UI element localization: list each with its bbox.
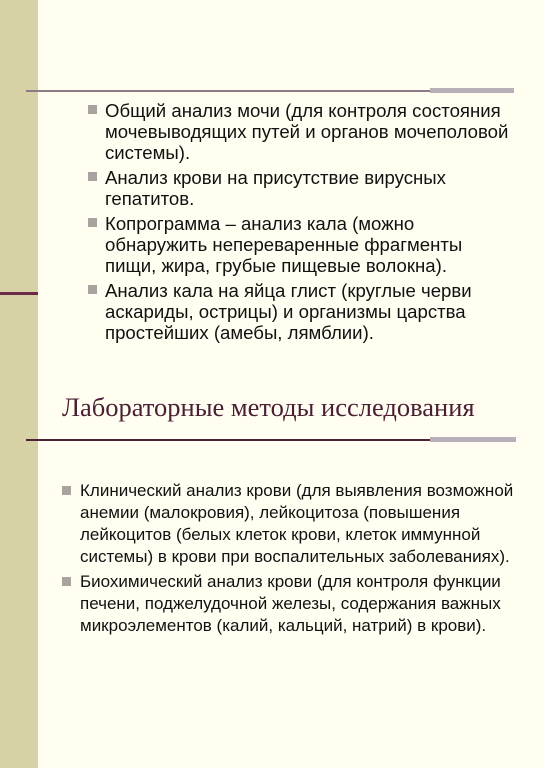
list-item bbox=[88, 100, 518, 163]
bullet-list-top bbox=[88, 100, 518, 347]
square-bullet-icon bbox=[88, 105, 97, 114]
list-item-text: Копрограмма – анализ кала (можно обнаружить непереваренные фрагменты пищи, жира, грубые пищевые волокна). bbox=[105, 213, 463, 276]
slide-top bbox=[0, 0, 543, 353]
slide-title: Лабораторные методы исследования bbox=[62, 392, 475, 422]
list-item bbox=[88, 280, 518, 343]
list-item bbox=[88, 167, 518, 209]
list-item-text: Анализ крови на присутствие вирусных гепатитов. bbox=[105, 167, 446, 209]
divider-accent-band bbox=[430, 88, 514, 93]
list-item-text: Клинический анализ крови (для выявления возможной анемии (малокровия), лейкоцитоза (повышения лейкоцитов (белых клеток крови, клеток иммунной системы) в крови при воспалительных заболеваниях). bbox=[80, 481, 514, 566]
list-item-text: Анализ кала на яйца глист (круглые черви аскариды, острицы) и организмы царства простейших (амебы, лямблии). bbox=[105, 280, 472, 343]
divider-accent-band bbox=[430, 437, 516, 442]
square-bullet-icon bbox=[62, 577, 71, 586]
list-item bbox=[88, 213, 518, 276]
list-item-text: Биохимический анализ крови (для контроля функции печени, поджелудочной железы, содержания важных микроэлементов (калий, кальций, натрий) в крови). bbox=[80, 572, 501, 635]
list-item-text: Общий анализ мочи (для контроля состояния мочевыводящих путей и органов мочеполовой системы). bbox=[105, 100, 509, 163]
side-accent-line bbox=[0, 292, 38, 295]
slide-bottom bbox=[0, 353, 543, 768]
square-bullet-icon bbox=[88, 172, 97, 181]
side-bar bbox=[0, 353, 38, 768]
bullet-list-bottom bbox=[62, 480, 522, 640]
list-item bbox=[62, 480, 522, 568]
side-bar bbox=[0, 0, 38, 353]
list-item bbox=[62, 571, 522, 637]
square-bullet-icon bbox=[88, 218, 97, 227]
square-bullet-icon bbox=[62, 486, 71, 495]
square-bullet-icon bbox=[88, 285, 97, 294]
